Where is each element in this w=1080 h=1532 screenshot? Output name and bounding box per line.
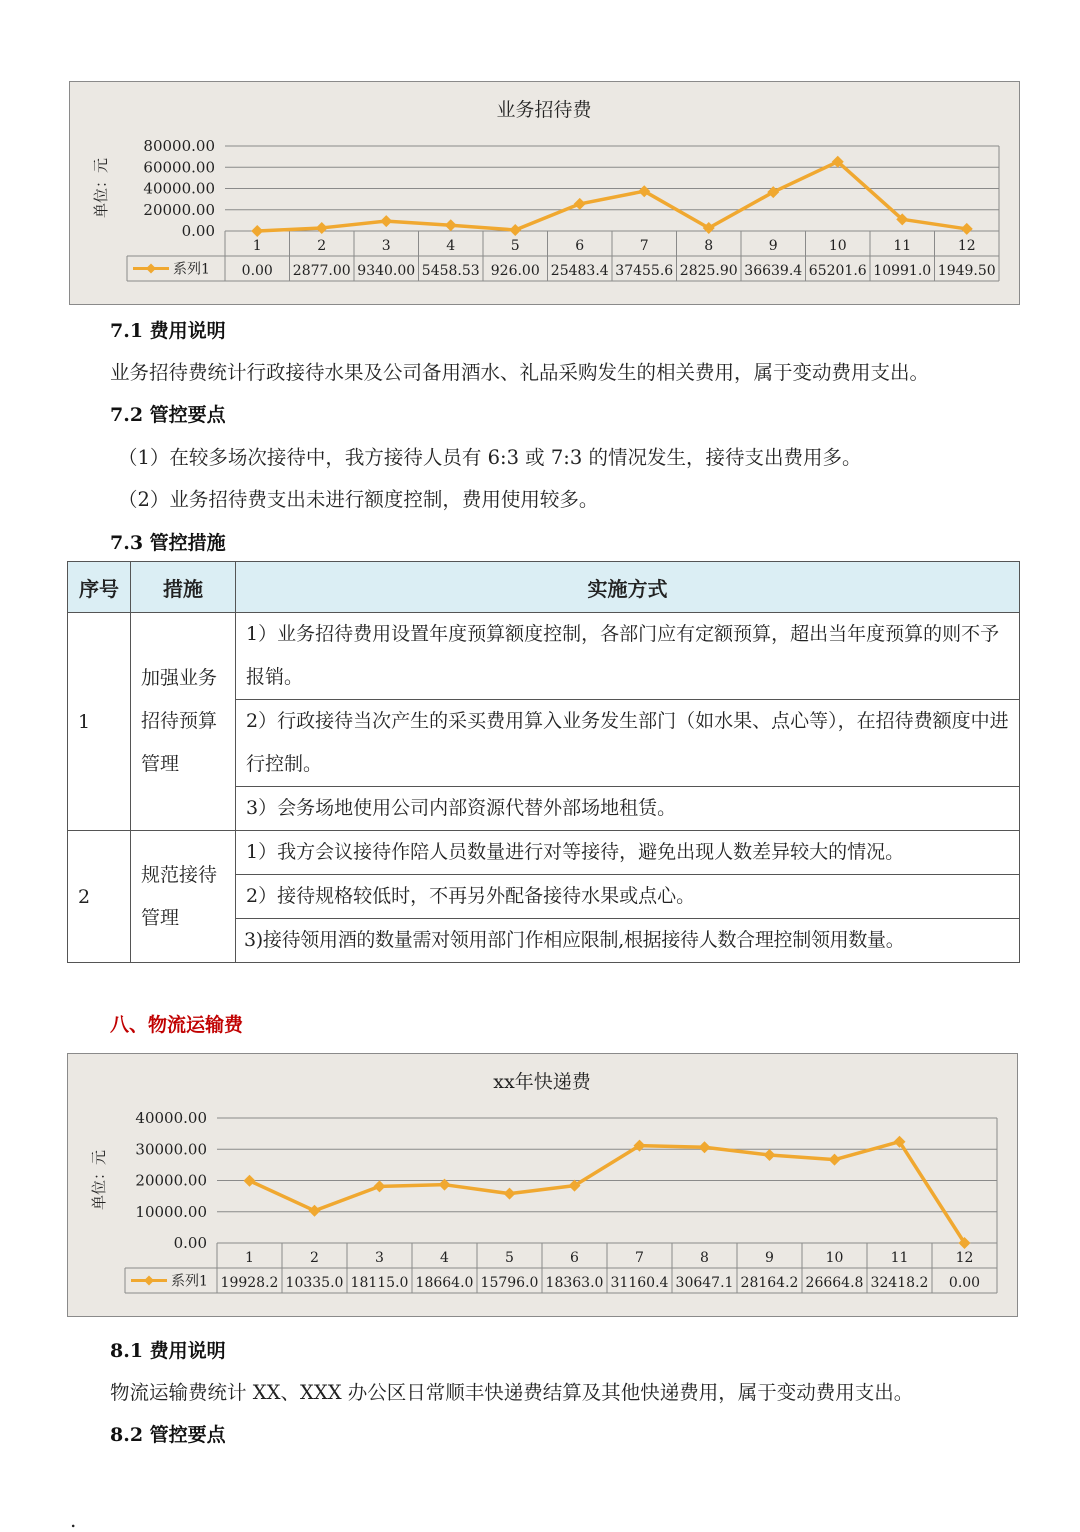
data-label: 926.00 <box>490 263 540 279</box>
y-tick-label: 80000.00 <box>143 137 215 155</box>
y-tick-label: 30000.00 <box>135 1140 207 1159</box>
chart2-canvas <box>68 1054 1017 1316</box>
data-label: 28164.2 <box>740 1275 799 1291</box>
x-tick-label: 9 <box>765 1250 774 1266</box>
x-tick-label: 3 <box>381 238 391 254</box>
data-label: 18664.0 <box>415 1275 474 1291</box>
chart1-canvas <box>70 82 1019 304</box>
row2-item2: 2）接待规格较低时，不再另外配备接待水果或点心。 <box>236 875 1020 919</box>
heading-7-2: 7.2 管控要点 <box>110 404 226 426</box>
data-point <box>445 219 457 231</box>
y-tick-label: 20000.00 <box>143 200 215 219</box>
table-row <box>68 613 1020 700</box>
x-tick-label: 1 <box>252 238 262 254</box>
data-point <box>574 198 586 210</box>
data-label: 15796.0 <box>480 1275 539 1291</box>
data-label: 10991.0 <box>873 263 932 279</box>
y-tick-label: 20000.00 <box>135 1171 207 1190</box>
series-line <box>250 1142 965 1243</box>
chart-title: xx年快递费 <box>493 1071 591 1093</box>
data-point <box>764 1149 776 1161</box>
y-axis-label: 单位：元 <box>92 157 110 219</box>
x-tick-label: 12 <box>957 238 976 254</box>
x-tick-label: 5 <box>510 238 520 254</box>
data-label: 1949.50 <box>937 263 996 279</box>
legend-label: 系列1 <box>173 261 210 278</box>
data-point <box>380 215 392 227</box>
row2-index: 2 <box>68 831 131 963</box>
x-tick-label: 7 <box>639 238 649 254</box>
data-point <box>509 224 521 236</box>
data-point <box>374 1180 386 1192</box>
x-tick-label: 6 <box>575 238 585 254</box>
header-measure: 措施 <box>131 562 236 613</box>
chart-express-fees <box>67 1053 1018 1317</box>
control-measures-table <box>67 561 1020 963</box>
paragraph-7-2-1: （1）在较多场次接待中，我方接待人员有 6:3 或 7:3 的情况发生，接待支出费用多。 <box>118 446 862 469</box>
heading-8-1: 8.1 费用说明 <box>110 1340 226 1362</box>
paragraph-8-1: 物流运输费统计 XX、XXX 办公区日常顺丰快递费结算及其他快递费用，属于变动费用支出。 <box>110 1381 914 1404</box>
heading-7-1: 7.1 费用说明 <box>110 320 226 342</box>
x-tick-label: 2 <box>317 238 327 254</box>
row1-item1: 1）业务招待费用设置年度预算额度控制，各部门应有定额预算，超出当年度预算的则不予报销。 <box>236 613 1020 700</box>
heading-8-2: 8.2 管控要点 <box>110 1424 226 1446</box>
data-label: 30647.1 <box>675 1275 734 1291</box>
table-row <box>68 831 1020 875</box>
x-tick-label: 8 <box>700 1250 709 1266</box>
x-tick-label: 10 <box>828 238 847 254</box>
row1-item2: 2）行政接待当次产生的采买费用算入业务发生部门（如水果、点心等），在招待费额度中进行控制。 <box>236 700 1020 787</box>
y-tick-label: 0.00 <box>181 222 215 240</box>
x-tick-label: 11 <box>890 1250 909 1266</box>
data-label: 18363.0 <box>545 1275 604 1291</box>
data-label: 19928.2 <box>220 1275 279 1291</box>
x-tick-label: 9 <box>768 238 778 254</box>
legend-marker <box>146 264 156 274</box>
x-tick-label: 4 <box>446 238 456 254</box>
x-tick-label: 3 <box>375 1250 384 1266</box>
data-label: 0.00 <box>241 263 273 279</box>
data-label: 2877.00 <box>292 263 351 279</box>
x-tick-label: 6 <box>570 1250 579 1266</box>
x-tick-label: 12 <box>955 1250 974 1266</box>
data-label: 9340.00 <box>357 263 416 279</box>
data-label: 36639.4 <box>744 263 803 279</box>
x-tick-label: 11 <box>893 238 912 254</box>
data-label: 37455.6 <box>615 263 674 279</box>
data-point <box>251 225 263 237</box>
header-index: 序号 <box>68 562 131 613</box>
data-point <box>699 1141 711 1153</box>
x-tick-label: 2 <box>310 1250 319 1266</box>
y-tick-label: 10000.00 <box>135 1202 207 1221</box>
data-label: 65201.6 <box>808 263 867 279</box>
table-header-row <box>68 562 1020 613</box>
row2-item1: 1）我方会议接待作陪人员数量进行对等接待，避免出现人数差异较大的情况。 <box>236 831 1020 875</box>
data-point <box>504 1188 516 1200</box>
data-point <box>961 223 973 235</box>
data-point <box>829 1154 841 1166</box>
row1-index: 1 <box>68 613 131 831</box>
chart-business-entertainment <box>69 81 1020 305</box>
section-8-title: 八、物流运输费 <box>110 1014 244 1036</box>
series-line <box>257 162 967 231</box>
row2-item3: 3)接待领用酒的数量需对领用部门作相应限制,根据接待人数合理控制领用数量。 <box>236 919 1020 963</box>
y-tick-label: 40000.00 <box>143 179 215 198</box>
x-tick-label: 4 <box>440 1250 449 1266</box>
data-label: 0.00 <box>948 1275 981 1291</box>
data-label: 25483.4 <box>550 263 609 279</box>
data-point <box>244 1175 256 1187</box>
data-label: 26664.8 <box>805 1275 864 1291</box>
data-label: 5458.53 <box>421 263 480 279</box>
y-tick-label: 40000.00 <box>135 1109 207 1127</box>
data-label: 32418.2 <box>870 1275 929 1291</box>
x-tick-label: 7 <box>635 1250 644 1266</box>
y-axis-label: 单位：元 <box>90 1149 108 1211</box>
x-tick-label: 1 <box>245 1250 254 1266</box>
data-label: 18115.0 <box>350 1275 409 1291</box>
paragraph-7-1: 业务招待费统计行政接待水果及公司备用酒水、礼品采购发生的相关费用，属于变动费用支出。 <box>110 361 930 384</box>
x-tick-label: 8 <box>704 238 714 254</box>
row1-measure: 加强业务招待预算管理 <box>131 613 236 831</box>
y-tick-label: 0.00 <box>173 1234 207 1252</box>
paragraph-7-2-2: （2）业务招待费支出未进行额度控制，费用使用较多。 <box>118 488 599 511</box>
chart-title: 业务招待费 <box>496 99 592 121</box>
row1-item3: 3）会务场地使用公司内部资源代替外部场地租赁。 <box>236 787 1020 831</box>
y-tick-label: 60000.00 <box>143 158 215 177</box>
header-implementation: 实施方式 <box>236 562 1020 613</box>
data-label: 31160.4 <box>610 1275 669 1291</box>
x-tick-label: 10 <box>825 1250 844 1266</box>
data-label: 2825.90 <box>679 263 738 279</box>
data-point <box>316 222 328 234</box>
footer-dot: . <box>70 1508 77 1532</box>
data-point <box>309 1205 321 1217</box>
row2-measure: 规范接待管理 <box>131 831 236 963</box>
legend-marker <box>144 1276 154 1286</box>
heading-7-3: 7.3 管控措施 <box>110 532 226 554</box>
data-label: 10335.0 <box>285 1275 344 1291</box>
x-tick-label: 5 <box>505 1250 514 1266</box>
legend-label: 系列1 <box>171 1273 208 1290</box>
